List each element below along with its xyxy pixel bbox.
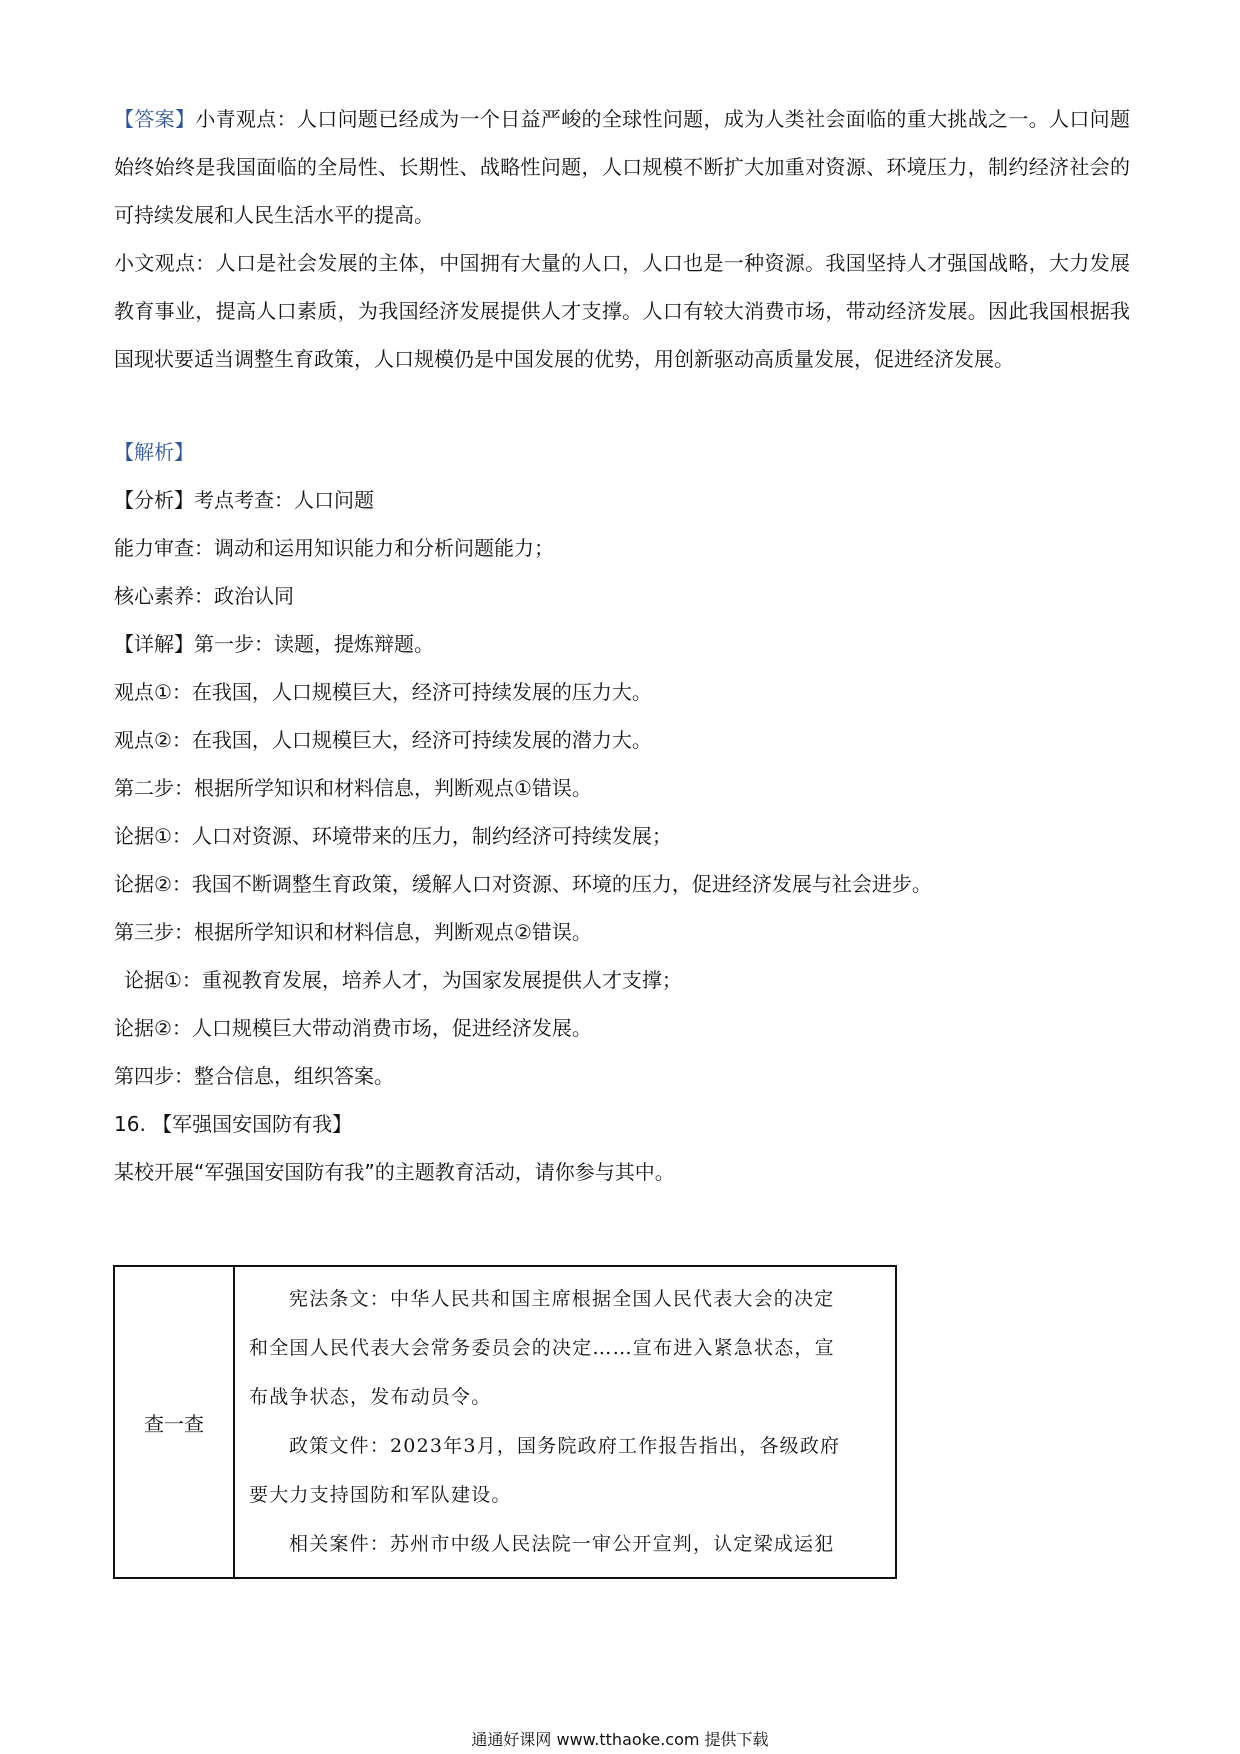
analysis-line: 能力审查：调动和运用知识能力和分析问题能力； <box>114 536 554 560</box>
analysis-line: 论据①：重视教育发展，培养人才，为国家发展提供人才支撑； <box>124 968 682 992</box>
table-content-cell <box>234 1266 896 1578</box>
analysis-line: 【分析】考点考查：人口问题 <box>114 488 374 512</box>
answer-paragraph-1 <box>114 95 1130 239</box>
table-text-line: 布战争状态，发布动员令。 <box>249 1386 492 1408</box>
table-text-line: 宪法条文：中华人民共和国主席根据全国人民代表大会的决定 <box>289 1288 835 1310</box>
analysis-line: 论据②：人口规模巨大带动消费市场，促进经济发展。 <box>114 1016 592 1040</box>
analysis-line: 第四步：整合信息，组织答案。 <box>114 1064 394 1088</box>
table-text-line: 和全国人民代表大会常务委员会的决定……宣布进入紧急状态，宣 <box>249 1337 835 1359</box>
inquiry-table <box>113 1265 897 1579</box>
analysis-label: 【解析】 <box>114 440 194 464</box>
analysis-line: 论据②：我国不断调整生育政策，缓解人口对资源、环境的压力，促进经济发展与社会进步。 <box>114 872 932 896</box>
answer-label: 【答案】 <box>114 107 196 131</box>
table-text-line: 相关案件：苏州市中级人民法院一审公开宣判，认定梁成运犯 <box>289 1533 835 1555</box>
question-16-intro: 某校开展“军强国安国防有我”的主题教育活动，请你参与其中。 <box>114 1160 675 1184</box>
analysis-line: 观点②：在我国，人口规模巨大，经济可持续发展的潜力大。 <box>114 728 652 752</box>
question-16-title: 16. 【军强国安国防有我】 <box>114 1112 353 1136</box>
analysis-line: 核心素养：政治认同 <box>114 584 294 608</box>
analysis-line: 观点①：在我国，人口规模巨大，经济可持续发展的压力大。 <box>114 680 652 704</box>
analysis-line: 【详解】第一步：读题，提炼辩题。 <box>114 632 434 656</box>
table-text-line: 政策文件：2023年3月，国务院政府工作报告指出，各级政府 <box>289 1435 841 1457</box>
analysis-line: 第二步：根据所学知识和材料信息，判断观点①错误。 <box>114 776 592 800</box>
answer-text-1: 小青观点：人口问题已经成为一个日益严峻的全球性问题，成为人类社会面临的重大挑战之一。人口问题始终始终是我国面临的全局性、长期性、战略性问题，人口规模不断扩大加重对资源、环境压力，制约经济社会的可持续发展和人民生活水平的提高。 <box>114 107 1131 227</box>
page-footer: 通通好课网 www.tthaoke.com 提供下载 <box>471 1730 769 1749</box>
table-text-line: 要大力支持国防和军队建设。 <box>249 1484 512 1506</box>
analysis-line: 第三步：根据所学知识和材料信息，判断观点②错误。 <box>114 920 592 944</box>
analysis-line: 论据①：人口对资源、环境带来的压力，制约经济可持续发展； <box>114 824 672 848</box>
answer-paragraph-2: 小文观点：人口是社会发展的主体，中国拥有大量的人口，人口也是一种资源。我国坚持人才强国战略，大力发展教育事业，提高人口素质，为我国经济发展提供人才支撑。人口有较大消费市场，带动经济发展。因此我国根据我国现状要适当调整生育政策，人口规模仍是中国发展的优势，用创新驱动高质量发展，促进经济发展。 <box>114 251 1130 371</box>
document-body <box>114 95 1130 1196</box>
table-label-cell: 查一查 <box>114 1266 234 1578</box>
table-row <box>114 1266 896 1578</box>
